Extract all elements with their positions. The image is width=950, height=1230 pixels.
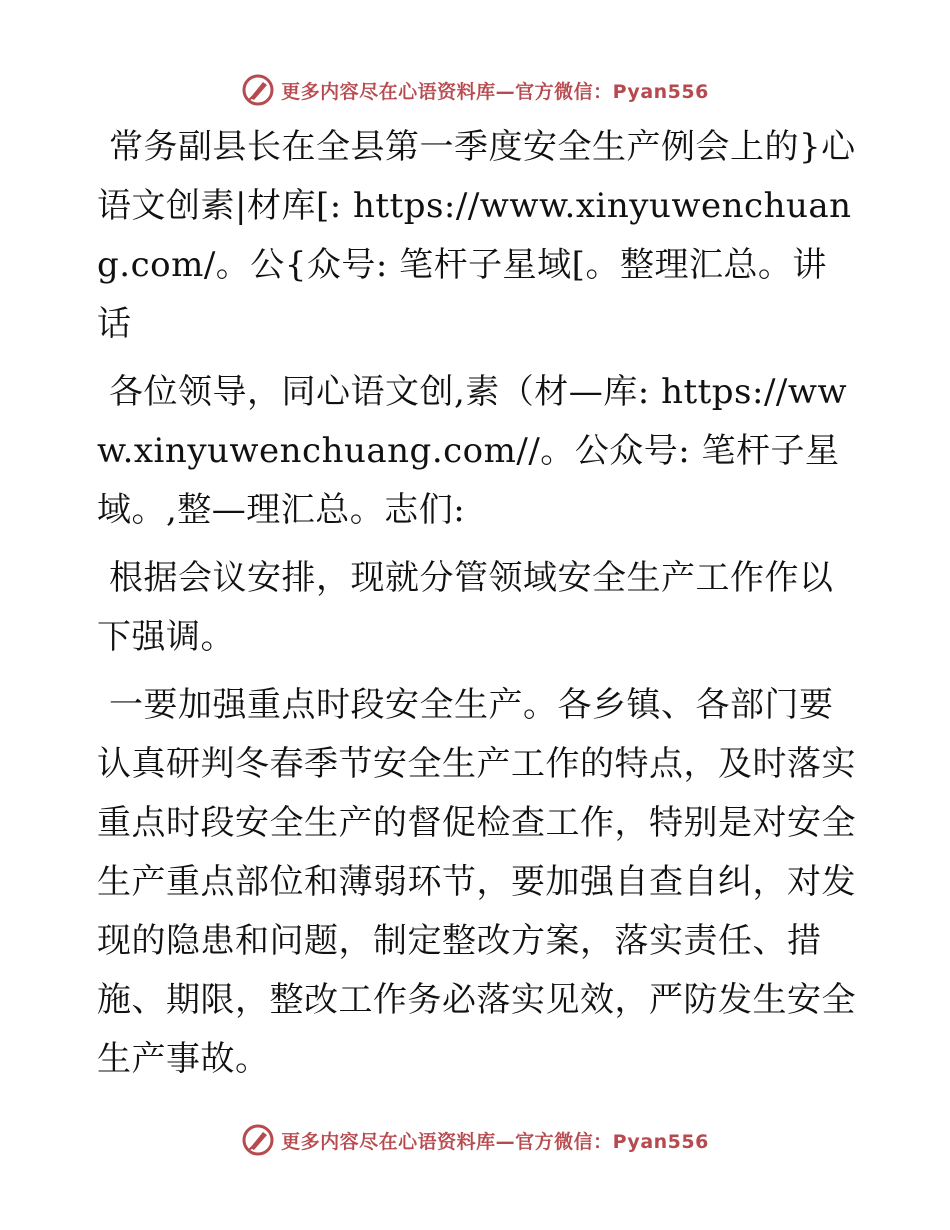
paragraph-point-one: 一要加强重点时段安全生产。各乡镇、各部门要认真研判冬春季节安全生产工作的特点，及时落实重点时段安全生产的督促检查工作，特别是对安全生产重点部位和薄弱环节，要加强自查自纠，对发现的隐患和问题，制定整改方案，落实责任、措施、期限，整改工作务必落实见效，严防发生安全生产事故。 bbox=[97, 685, 856, 1079]
paragraph-title: 常务副县长在全县第一季度安全生产例会上的}心语文创素|材库[: https://www.xinyuwenchuang.com/。公{众号: 笔杆子星域[。整理汇总。讲话 bbox=[97, 127, 856, 344]
paragraph-intro: 根据会议安排，现就分管领域安全生产工作作以下强调。 bbox=[97, 558, 834, 657]
feather-pen-logo-icon bbox=[241, 73, 275, 107]
footer-watermark-text: 更多内容尽在心语资料库—官方微信：Pyan556 bbox=[281, 1130, 709, 1153]
document-body bbox=[97, 118, 857, 1098]
paragraph-greeting: 各位领导，同心语文创,素（材—库: https://www.xinyuwenchuang.com//。公众号: 笔杆子星域。,整—理汇总。志们: bbox=[97, 372, 848, 530]
header-watermark bbox=[0, 70, 950, 110]
footer-watermark bbox=[0, 1120, 950, 1160]
feather-pen-logo-icon bbox=[241, 1123, 275, 1157]
header-watermark-text: 更多内容尽在心语资料库—官方微信：Pyan556 bbox=[281, 80, 709, 103]
